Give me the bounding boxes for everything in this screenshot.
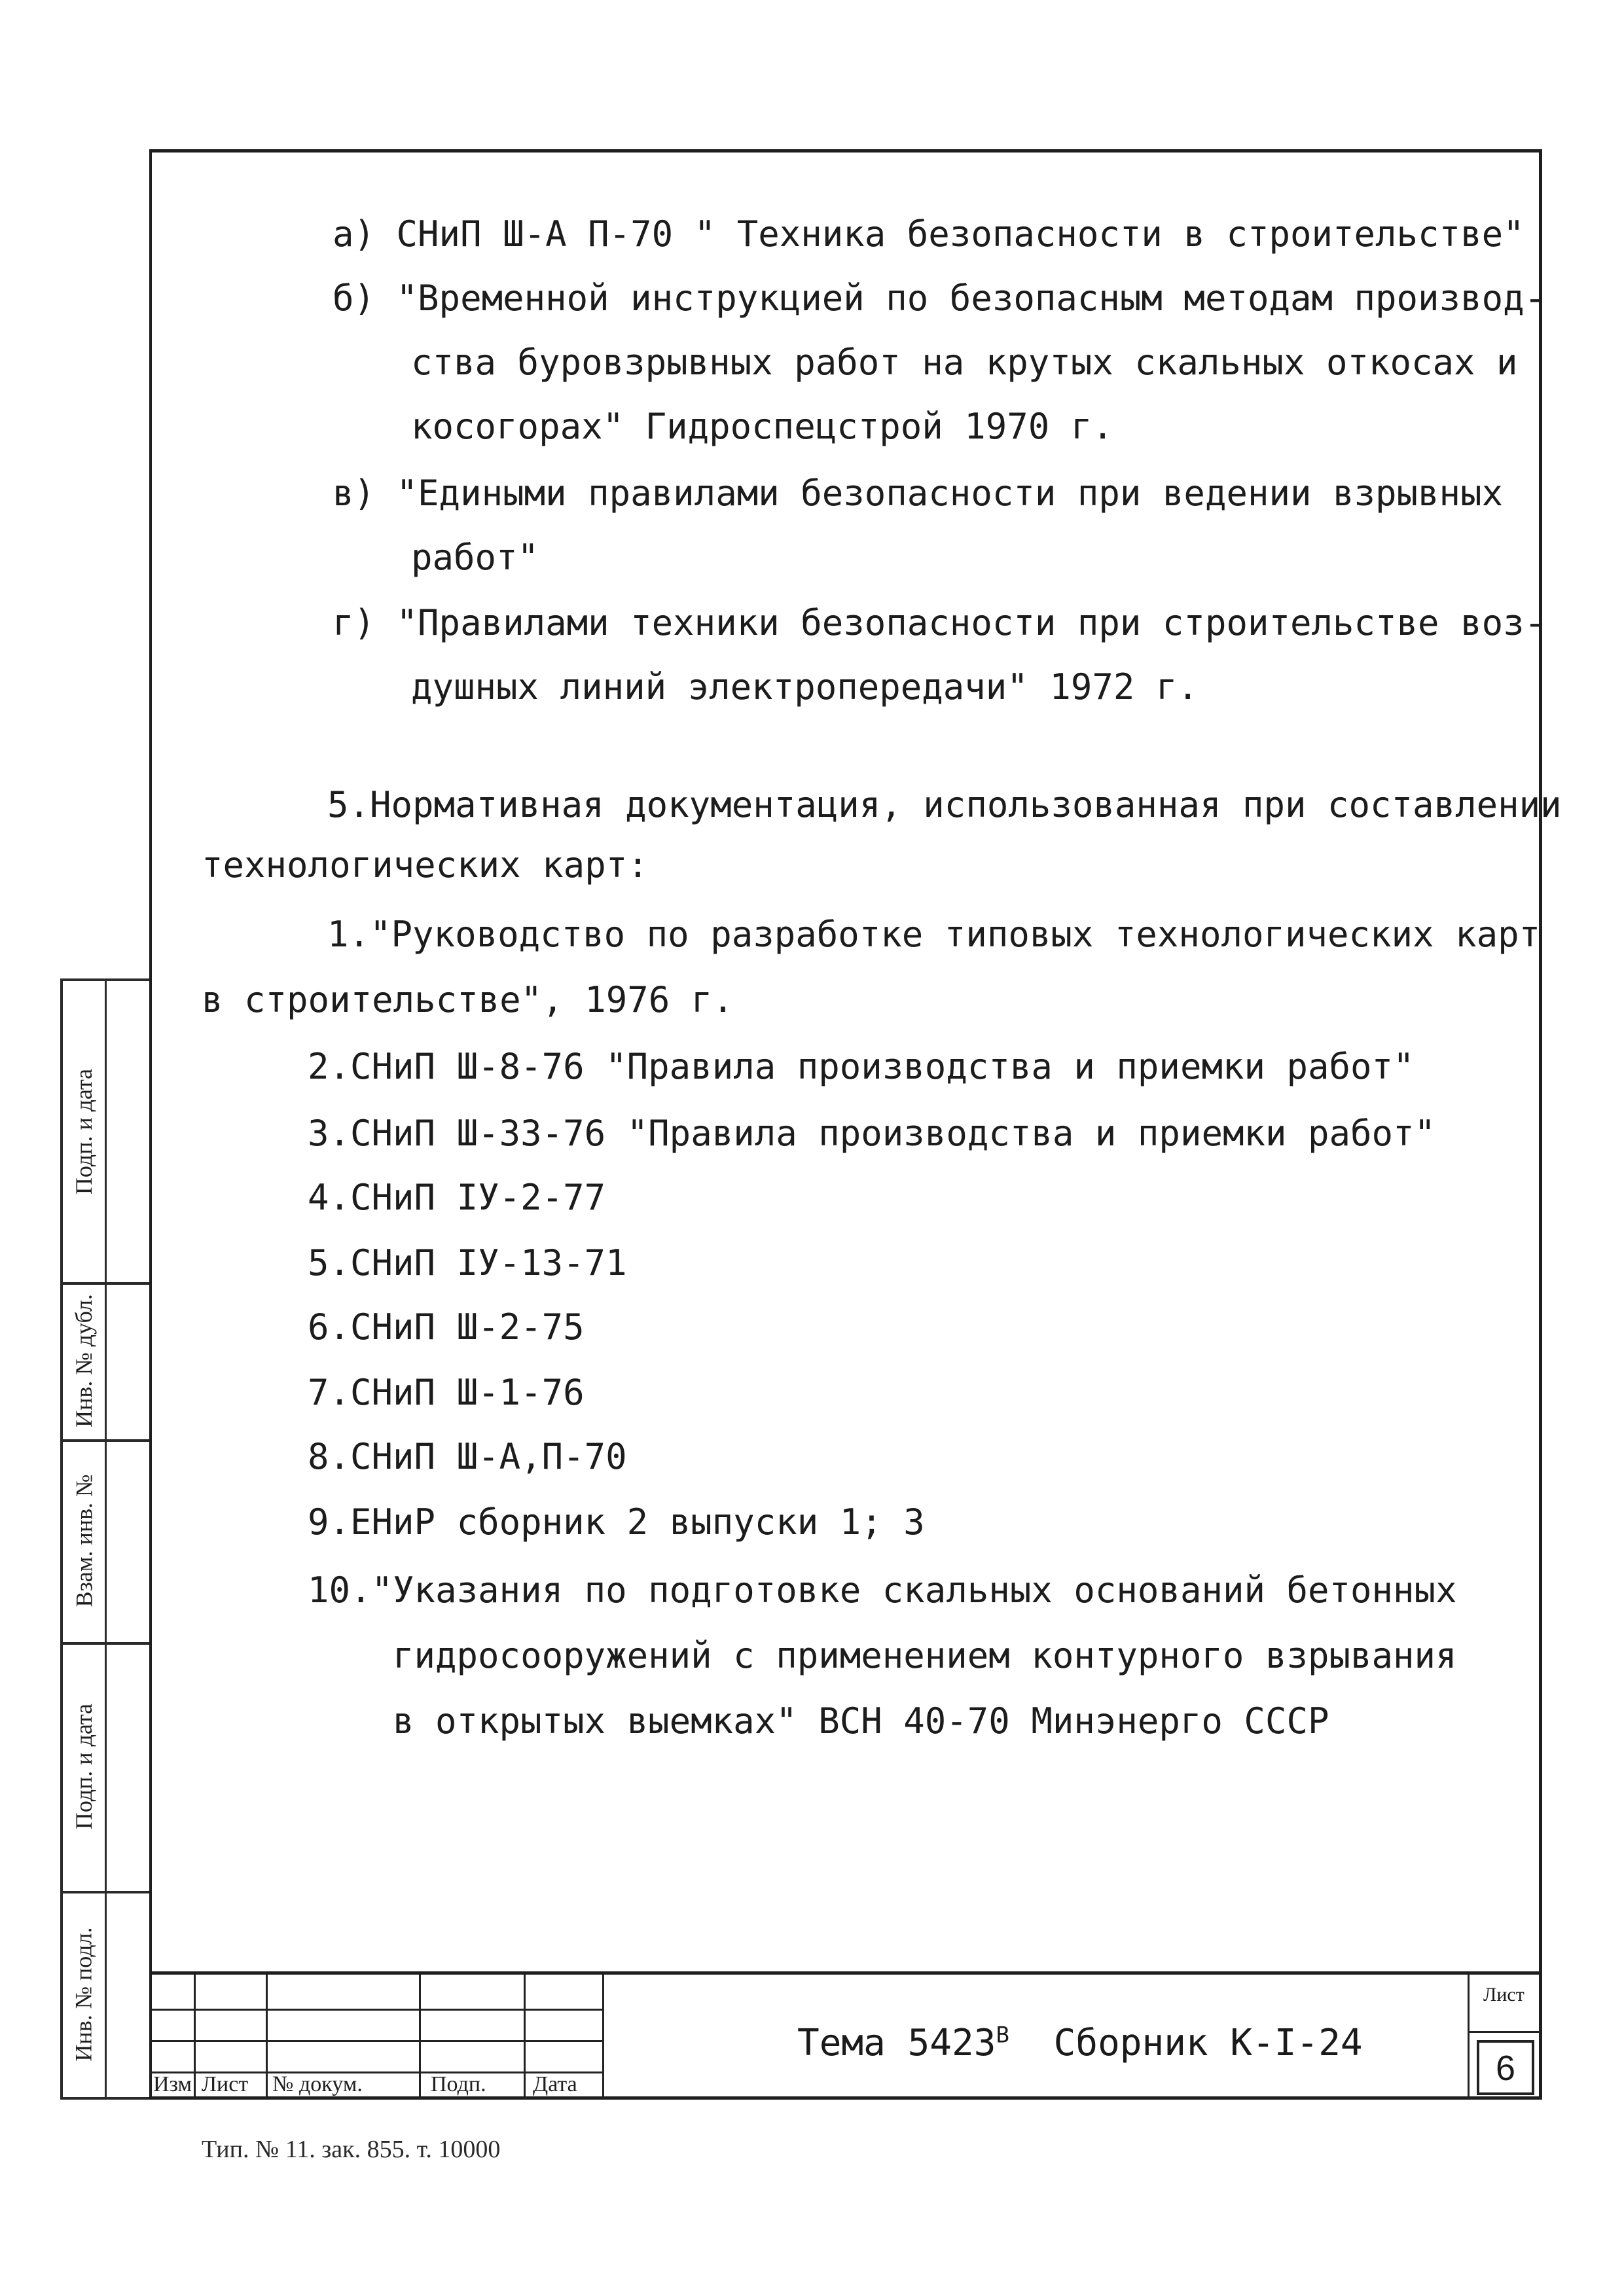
text-line: косогорах" Гидроспецстрой 1970 г. xyxy=(411,406,1113,447)
tb-header-date: Дата xyxy=(533,2072,577,2096)
text-line: г) "Правилами техники безопасности при строительстве воз- xyxy=(333,602,1546,643)
text-line: 3.СНиП Ш-33-76 "Правила производства и приемки работ" xyxy=(308,1113,1436,1154)
tb-header-sheet: Лист xyxy=(202,2072,249,2096)
text-line: ства буровзрывных работ на крутых скальных откосах и xyxy=(411,342,1518,383)
text-line: в строительстве", 1976 г. xyxy=(202,979,734,1020)
text-line: работ" xyxy=(411,537,539,578)
tb-divider xyxy=(524,1975,526,2100)
sheet-number: 6 xyxy=(1477,2040,1534,2095)
text-line: технологических карт: xyxy=(202,844,649,886)
tb-row-line xyxy=(149,2009,602,2011)
strip-divider xyxy=(105,981,107,2097)
binding-strip xyxy=(60,978,149,2100)
text-line: 4.СНиП IУ-2-77 xyxy=(308,1177,606,1218)
strip-label-sign-date: Подп. и дата xyxy=(71,1068,98,1195)
tb-header-change: Изм xyxy=(153,2072,192,2096)
text-line: 7.СНиП Ш-1-76 xyxy=(308,1372,585,1413)
text-line: 9.ЕНиР сборник 2 выпуски 1; 3 xyxy=(308,1501,925,1543)
tb-divider xyxy=(266,1975,268,2100)
tb-header-sign: Подп. xyxy=(431,2072,486,2096)
title-block xyxy=(149,1971,1542,2100)
collection-label: Сборник К-I-24 xyxy=(1053,2022,1363,2064)
tb-row-line xyxy=(1468,2031,1542,2033)
tb-divider xyxy=(602,1975,604,2100)
tb-row-line xyxy=(149,2040,602,2042)
text-line: гидросооружений с применением контурного взрывания xyxy=(393,1635,1457,1676)
strip-label-sign-date-2: Подп. и дата xyxy=(71,1703,98,1830)
strip-label-replace-inv: Взам. инв. № xyxy=(71,1474,97,1607)
tb-header-doc: № докум. xyxy=(272,2072,363,2096)
text-line: 6.СНиП Ш-2-75 xyxy=(308,1306,585,1348)
strip-label-orig-inv: Инв. № подл. xyxy=(71,1926,97,2062)
strip-label-dup-inv: Инв. № дубл. xyxy=(71,1294,97,1427)
text-line: б) "Временной инструкцией по безопасным методам производ- xyxy=(333,278,1546,319)
theme-label: Тема 5423 xyxy=(797,2022,996,2064)
tb-divider xyxy=(1468,1975,1470,2100)
text-line: 10."Указания по подготовке скальных оснований бетонных xyxy=(308,1570,1457,1611)
document-title xyxy=(797,2022,1363,2064)
text-line: душных линий электропередачи" 1972 г. xyxy=(411,666,1199,708)
theme-suffix: В xyxy=(996,2022,1009,2049)
text-line: 5.СНиП IУ-13-71 xyxy=(308,1242,627,1283)
text-line: 2.СНиП Ш-8-76 "Правила производства и приемки работ" xyxy=(308,1046,1415,1087)
sheet-label: Лист xyxy=(1483,1984,1525,2005)
text-line: а) СНиП Ш-А П-70 " Техника безопасности в строительстве" xyxy=(333,213,1525,255)
text-line: 1."Руководство по разработке типовых технологических карт xyxy=(327,914,1541,955)
text-line: 8.СНиП Ш-А,П-70 xyxy=(308,1436,627,1477)
text-line: в открытых выемках" ВСН 40-70 Минэнерго СССР xyxy=(393,1700,1329,1742)
text-line: 5.Нормативная документация, использованная при составлении xyxy=(327,784,1562,825)
printer-imprint: Тип. № 11. зак. 855. т. 10000 xyxy=(202,2136,501,2163)
tb-divider xyxy=(419,1975,421,2100)
tb-divider xyxy=(194,1975,196,2100)
text-line: в) "Едиными правилами безопасности при ведении взрывных xyxy=(333,473,1504,514)
